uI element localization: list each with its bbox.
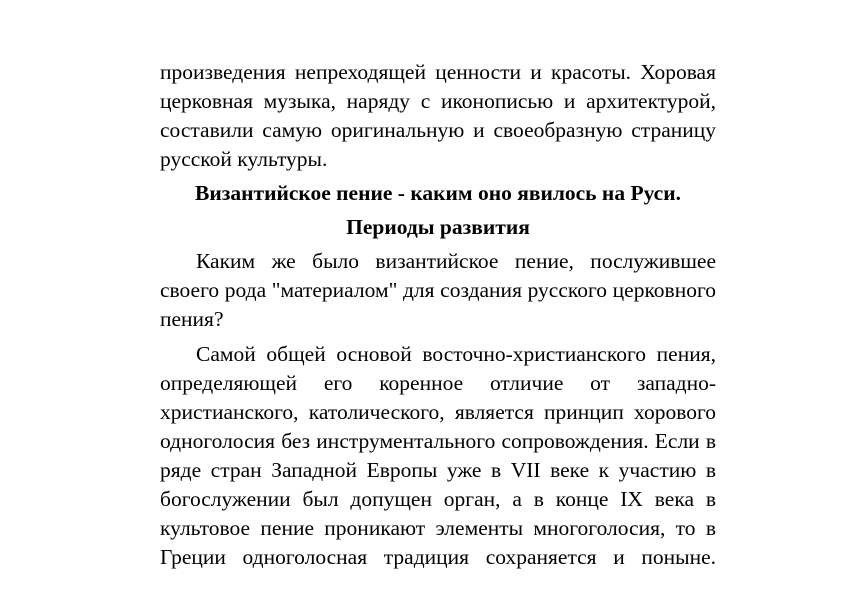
document-page [160, 58, 716, 572]
paragraph-body: Самой общей основой восточно-христианского пения, определяющей его коренное отличие от западно-христианского, католического, является принцип хорового одноголосия без инструментального сопровождения. Если в ряде стран Западной Европы уже в VII веке к участию в богослужении был допущен орган, а в конце IX века в культовое пение проникают элементы многоголосия, то в Греции одноголосная традиция сохраняется и поныне. [160, 342, 716, 569]
paragraph-question: Каким же было византийское пение, послужившее своего рода "материалом" для создания русского церковного пения? [160, 249, 716, 331]
section-heading: Византийское пение - каким оно явилось на Руси. [195, 181, 681, 205]
paragraph-intro-end: произведения непреходящей ценности и красоты. Хоровая церковная музыка, наряду с иконописью и архитектурой, составили самую оригинальную и своеобразную страницу русской культуры. [160, 60, 716, 171]
section-subheading: Периоды развития [346, 215, 530, 239]
